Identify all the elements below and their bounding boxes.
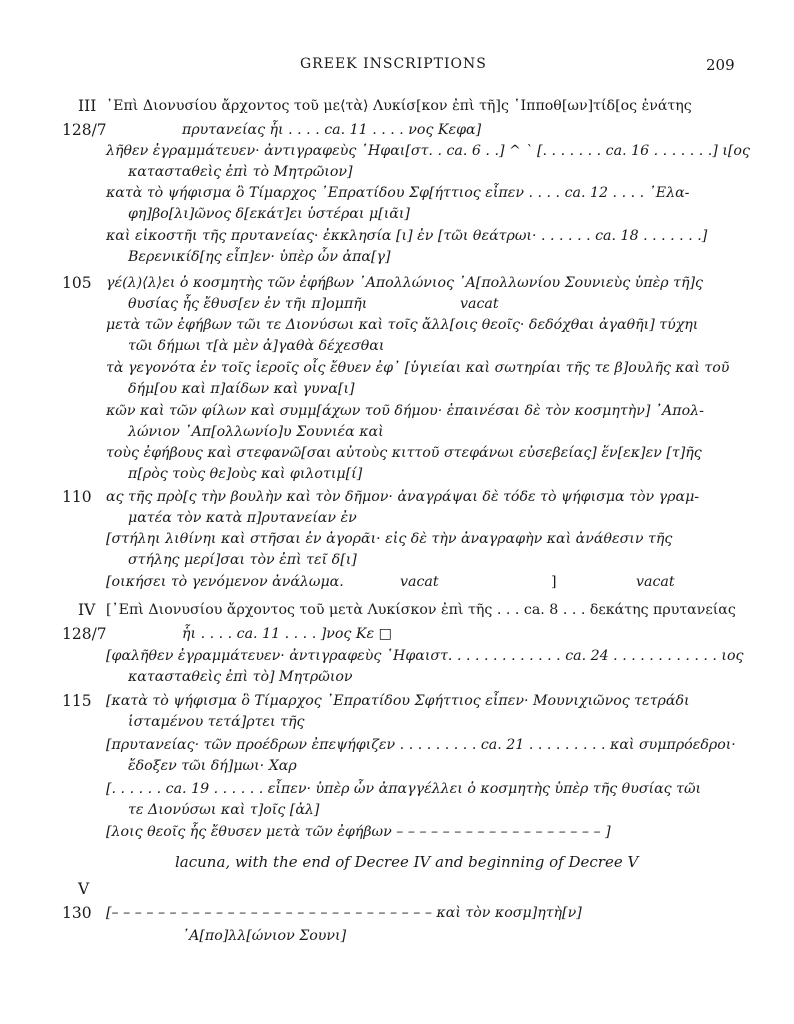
text-line: κῶν καὶ τῶν φίλων καὶ συμμ[άχων τοῦ δήμου· ἐπαινέσαι δὲ τὸν κοσμητὴν] ᾿Απολ- [106,403,704,419]
line-number: 110 [62,488,92,506]
lacuna-note: lacuna, with the end of Decree IV and beginning of Decree V [175,853,639,871]
text-line: [οικήσει τὸ γενόμενον ἀνάλωμα. [106,574,344,590]
decree-marker-V: V [78,880,90,898]
text-line: δήμ[ου καὶ π]αίδων καὶ γυνα[ι] [128,381,355,397]
year-marker: 128/7 [62,625,107,643]
text-line: ματέα τὸν κατὰ π]ρυτανείαν ἐν [128,510,357,526]
text-line: τοὺς ἐφήβους καὶ στεφανῶ[σαι αὐτοὺς κιττοῦ στεφάνωι εὐσεβείας] ἕν[εκ]εν [τ]ῆς [106,445,702,461]
decree-marker-III: III [78,97,97,115]
vacat-note: vacat [636,574,675,590]
text-line: [λοις θεοῖς ἧς ἔθυσεν μετὰ τῶν ἐφήβων – – – – – – – – – – – – – – – – – – ] [106,824,611,840]
text-line: κατὰ τὸ ψήφισμα ὃ Τίμαρχος ᾿Επρατίδου Σφ[ήττιος εἶπεν . . . . ca. 12 . . . . ᾿Ελα- [106,185,690,201]
text-line: καὶ εἰκοστῆι τῆς πρυτανείας· ἐκκλησία [ι] ἐν [τῶι θεάτρωι· . . . . . . ca. 18 . . . . . . .] [106,228,708,244]
text-line: θυσίας ἧς ἔθυσ[εν ἐν τῆι π]ομπῆι [128,296,368,312]
text-line: ᾿Επὶ Διονυσίου ἄρχοντος τοῦ με⟨τὰ⟩ Λυκίσ[κον ἐπὶ τῆ]ς ῾Ιπποθ[ων]τίδ[ος ἐνάτης [106,98,692,114]
text-line: φη]βο[λι]ῶνος δ[εκάτ]ει ὑστέραι μ[ιᾶι] [128,206,410,222]
year-marker: 128/7 [62,121,107,139]
text-line: [πρυτανείας· τῶν προέδρων ἐπεψήφιζεν . . . . . . . . . ca. 21 . . . . . . . . . καὶ συμπρόεδροι· [106,737,736,753]
decree-marker-IV: IV [78,601,96,619]
text-line: [στήληι λιθίνηι καὶ στῆσαι ἐν ἀγορᾶι· εἰς δὲ τὴν ἀναγραφὴν καὶ ἀνάθεσιν τῆς [106,531,673,547]
text-line: [φαλῆθεν ἐγραμμάτευεν· ἀντιγραφεὺς ῾Ηφαιστ. . . . . . . . . . . . . ca. 24 . . . . . . . . . . . . ιος [106,648,744,664]
text-line: ᾿Α[πο]λλ[ώνιον Σουνι] [182,928,347,944]
text-line: [. . . . . . ca. 19 . . . . . . εἶπεν· ὑπὲρ ὧν ἀπαγγέλλει ὁ κοσμητὴς ὑπὲρ τῆς θυσίας τῶι [106,781,702,797]
text-line: τῶι δήμωι τ[ὰ μὲν ἀ]γαθὰ δέχεσθαι [128,338,385,354]
text-line: γέ(λ)⟨λ⟩ει ὁ κοσμητὴς τῶν ἐφήβων ᾿Απολλώνιος ᾿Α[πολλωνίου Σουνιεὺς ὑπὲρ τῆ]ς [106,275,703,291]
text-line: τε Διονύσωι καὶ τ]οῖς [ἀλ] [128,802,320,818]
text-line: ἱσταμένου τετά]ρτει τῆς [128,714,305,730]
text-line: ἔδοξεν τῶι δή]μωι· Χαρ [128,758,297,774]
text-line: π[ρὸς τοὺς θε]οὺς καὶ φιλοτιμ[ί] [128,466,363,482]
text-line: [– – – – – – – – – – – – – – – – – – – – – – – – – – – – καὶ τὸν κοσμ]ητὴ[ν] [106,905,582,921]
vacat-note: vacat [400,574,439,590]
line-number: 130 [62,904,92,922]
text-line: λώνιον ᾿Απ[ολλωνίο]υ Σουνιέα καὶ [128,424,384,440]
line-number: 105 [62,274,92,292]
text-line: λῆθεν ἐγραμμάτευεν· ἀντιγραφεὺς ῾Ηφαι[στ. . ca. 6 . .] ^ ` [. . . . . . . ca. 16 . . . . . . .] ι[ος [106,143,750,159]
text-line: [κατὰ τὸ ψήφισμα ὃ Τίμαρχος ᾿Επρατίδου Σφήττιος εἶπεν· Μουνιχιῶνος τετράδι [106,693,690,709]
text-line: πρυτανείας ἧι . . . . ca. 11 . . . . νος Κεφα] [182,122,482,138]
text-line: κατασταθεὶς ἐπὶ τὸ] Μητρῶιον [128,669,353,685]
line-number: 115 [62,692,92,710]
text-line: τὰ γεγονότα ἐν τοῖς ἱεροῖς οἷς ἔθυεν ἐφ᾿ [ὑγιείαι καὶ σωτηρίαι τῆς τε β]ουλῆς καὶ τοῦ [106,360,730,376]
text-line: ἧι . . . . ca. 11 . . . . ]νος Κε □ [182,626,392,642]
running-head: GREEK INSCRIPTIONS [300,56,487,72]
text-line: κατασταθεὶς ἐπὶ τὸ Μητρῶιον] [128,164,353,180]
text-line: στήλης μερί]σαι τὸν ἐπὶ τεῖ δ[ι] [128,552,357,568]
vacat-note: vacat [460,296,499,312]
text-line: μετὰ τῶν ἐφήβων τῶι τε Διονύσωι καὶ τοῖς ἄλλ[οις θεοῖς· δεδόχθαι ἀγαθῆι] τύχηι [106,317,699,333]
closing-bracket: ] [551,574,557,590]
text-line: [᾿Επὶ Διονυσίου ἄρχοντος τοῦ μετὰ Λυκίσκον ἐπὶ τῆς . . . ca. 8 . . . δεκάτης πρυτανείας [106,602,736,618]
page-number: 209 [706,56,735,74]
text-line: ας τῆς πρὸ[ς τὴν βουλὴν καὶ τὸν δῆμον· ἀναγράψαι δὲ τόδε τὸ ψήφισμα τὸν γραμ- [106,489,700,505]
text-line: Βερενικίδ[ης εἶπ]εν· ὑπὲρ ὧν ἀπα[γ] [128,249,391,265]
